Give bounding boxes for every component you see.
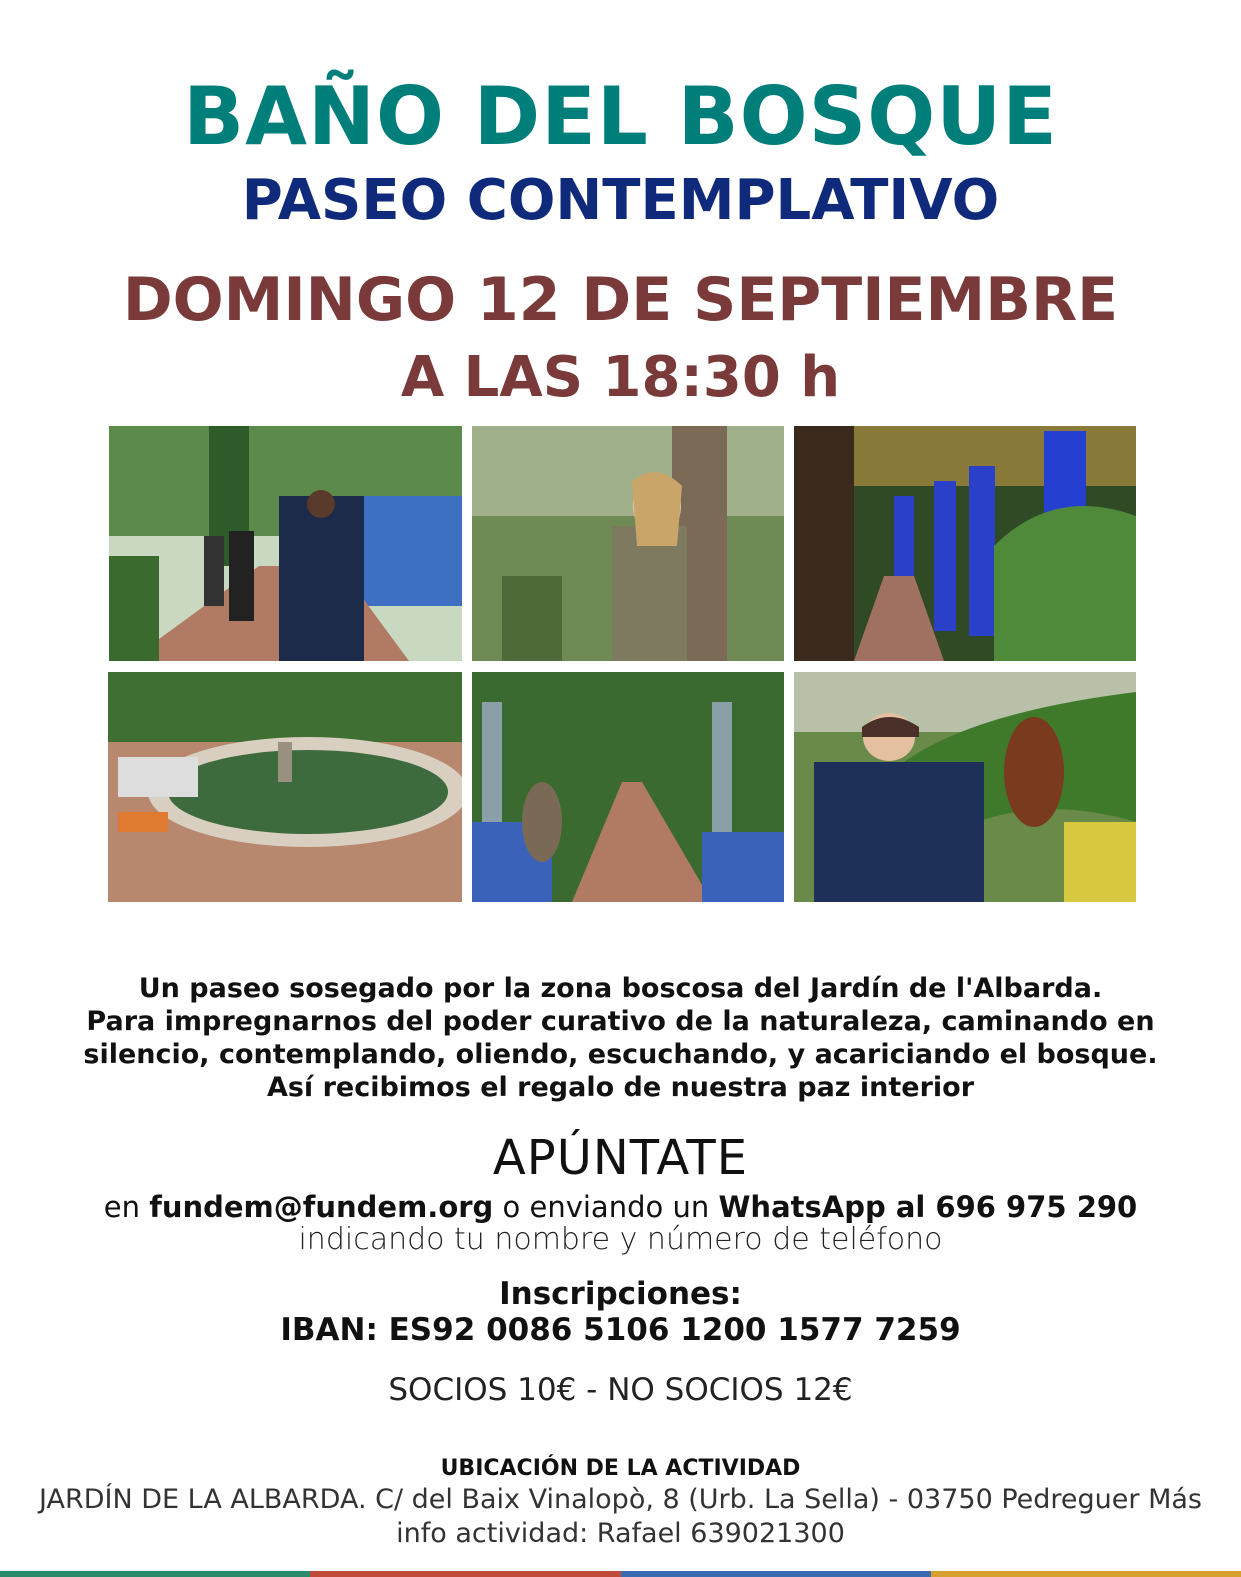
signup-heading: APÚNTATE <box>492 1130 749 1186</box>
description-line: Un paseo sosegado por la zona boscosa del Jardín de l'Albarda. <box>138 973 1103 1004</box>
event-subtitle: PASEO CONTEMPLATIVO <box>241 168 1000 233</box>
photo-garden-walk <box>109 426 462 661</box>
photo-pergola <box>472 672 784 902</box>
event-date: DOMINGO 12 DE SEPTIEMBRE <box>122 265 1119 335</box>
event-title: BAÑO DEL BOSQUE <box>183 70 1058 163</box>
signup-prefix: en <box>103 1190 140 1224</box>
location-heading: UBICACIÓN DE LA ACTIVIDAD <box>440 1456 801 1481</box>
event-time: A LAS 18:30 h <box>400 345 841 410</box>
description-line: Para impregnarnos del poder curativo de la naturaleza, caminando en <box>86 1006 1155 1037</box>
description-line: Así recibimos el regalo de nuestra paz interior <box>266 1072 975 1103</box>
signup-contact <box>0 1190 1241 1224</box>
description-line: silencio, contemplando, oliendo, escuchando, y acariciando el bosque. <box>83 1039 1158 1070</box>
signup-whatsapp[interactable]: WhatsApp al 696 975 290 <box>718 1190 1138 1224</box>
signup-middle: o enviando un <box>502 1190 710 1224</box>
photo-tree-hug <box>472 426 784 661</box>
registration-label: Inscripciones: <box>499 1276 742 1312</box>
photo-palm <box>794 672 1136 902</box>
footer-color-bar <box>0 1571 1241 1577</box>
info-contact: info actividad: Rafael 639021300 <box>396 1518 845 1549</box>
photo-blue-columns <box>794 426 1136 661</box>
registration-iban: IBAN: ES92 0086 5106 1200 1577 7259 <box>280 1312 961 1348</box>
registration-prices: SOCIOS 10€ - NO SOCIOS 12€ <box>388 1372 853 1408</box>
location-address: JARDÍN DE LA ALBARDA. C/ del Baix Vinalopò, 8 (Urb. La Sella) - 03750 Pedreguer Más <box>38 1484 1202 1515</box>
event-description <box>0 972 1241 1104</box>
photo-fountain <box>108 672 462 902</box>
signup-email-link[interactable]: fundem@fundem.org <box>149 1190 494 1224</box>
signup-instructions: indicando tu nombre y número de teléfono <box>298 1222 943 1257</box>
